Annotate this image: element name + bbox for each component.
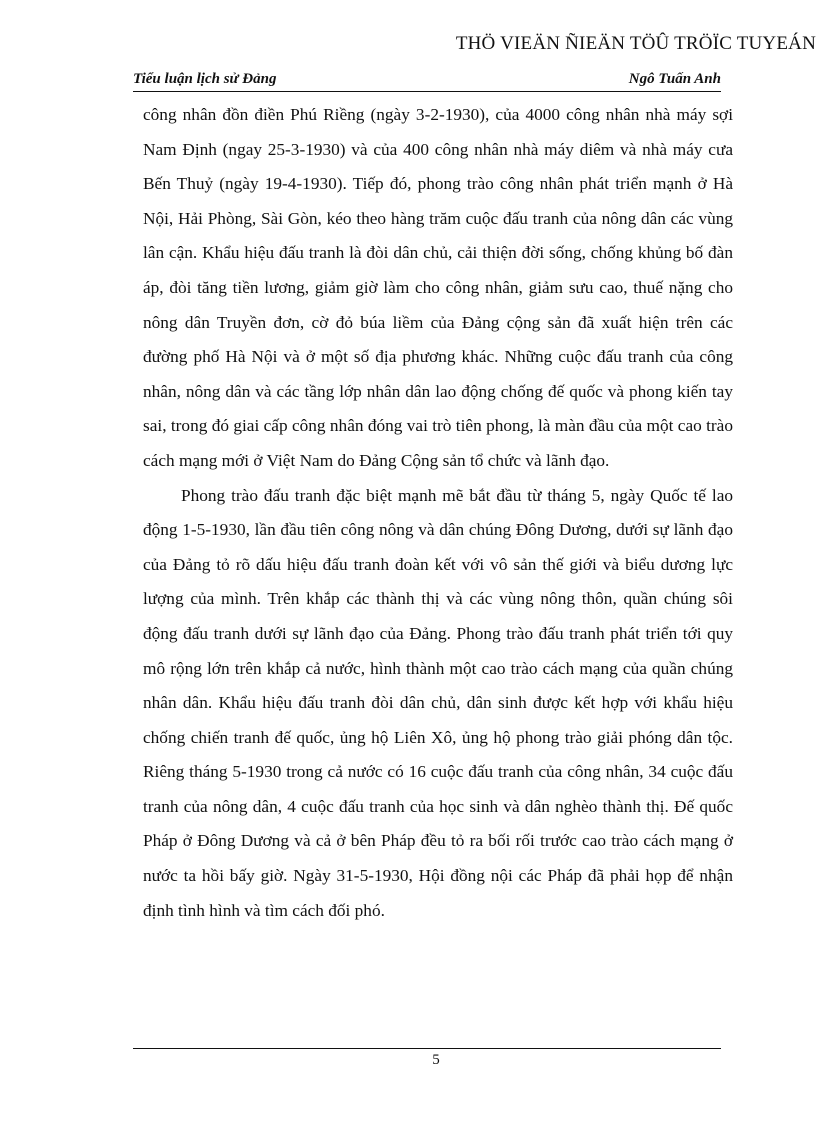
footer-divider xyxy=(133,1048,721,1049)
running-header xyxy=(133,71,721,92)
document-title: Tiểu luận lịch sử Đảng xyxy=(133,71,277,87)
document-body xyxy=(143,98,733,928)
page-number: 5 xyxy=(432,1052,440,1068)
author-name: Ngô Tuấn Anh xyxy=(628,71,721,87)
paragraph-1: công nhân đồn điền Phú Riềng (ngày 3-2-1930), của 4000 công nhân nhà máy sợi Nam Định (ngay 25-3-1930) và của 400 công nhân nhà máy diêm và nhà máy cưa Bến Thuỷ (ngày 19-4-1930). Tiếp đó, phong trào công nhân phát triển mạnh ở Hà Nội, Hải Phòng, Sài Gòn, kéo theo hàng trăm cuộc đấu tranh của nông dân các vùng lân cận. Khẩu hiệu đấu tranh là đòi dân chủ, cải thiện đời sống, chống khủng bố đàn áp, đòi tăng tiền lương, giảm giờ làm cho công nhân, giảm sưu cao, thuế nặng cho nông dân Truyền đơn, cờ đỏ búa liềm của Đảng cộng sản đã xuất hiện trên các đường phố Hà Nội và ở một số địa phương khác. Những cuộc đấu tranh của công nhân, nông dân và các tầng lớp nhân dân lao động chống đế quốc và phong kiến tay sai, trong đó giai cấp công nhân đóng vai trò tiên phong, là màn đầu của một cao trào cách mạng mới ở Việt Nam do Đảng Cộng sản tổ chức và lãnh đạo. xyxy=(143,105,733,470)
paragraph-2: Phong trào đấu tranh đặc biệt mạnh mẽ bắt đầu từ tháng 5, ngày Quốc tế lao động 1-5-1930, lần đầu tiên công nông và dân chúng Đông Dương, dưới sự lãnh đạo của Đảng tỏ rõ dấu hiệu đấu tranh đoàn kết với vô sản thế giới và biểu dương lực lượng của mình. Trên khắp các thành thị và các vùng nông thôn, quần chúng sôi động đấu tranh dưới sự lãnh đạo của Đảng. Phong trào đấu tranh phát triển tới quy mô rộng lớn trên khắp cả nước, hình thành một cao trào cách mạng của quần chúng nhân dân. Khẩu hiệu đấu tranh đòi dân chủ, dân sinh được kết hợp với khẩu hiệu chống chiến tranh đế quốc, ủng hộ Liên Xô, ủng hộ phong trào giải phóng dân tộc. Riêng tháng 5-1930 trong cả nước có 16 cuộc đấu tranh của công nhân, 34 cuộc đấu tranh của nông dân, 4 cuộc đấu tranh của học sinh và dân nghèo thành thị. Đế quốc Pháp ở Đông Dương và cả ở bên Pháp đều tỏ ra bối rối trước cao trào cách mạng ở nước ta hồi bấy giờ. Ngày 31-5-1930, Hội đồng nội các Pháp đã phải họp để nhận định tình hình và tìm cách đối phó. xyxy=(143,485,733,920)
library-watermark: THÖ VIEÄN ÑIEÄN TÖÛ TRÖÏC TUYEÁN xyxy=(455,33,816,54)
